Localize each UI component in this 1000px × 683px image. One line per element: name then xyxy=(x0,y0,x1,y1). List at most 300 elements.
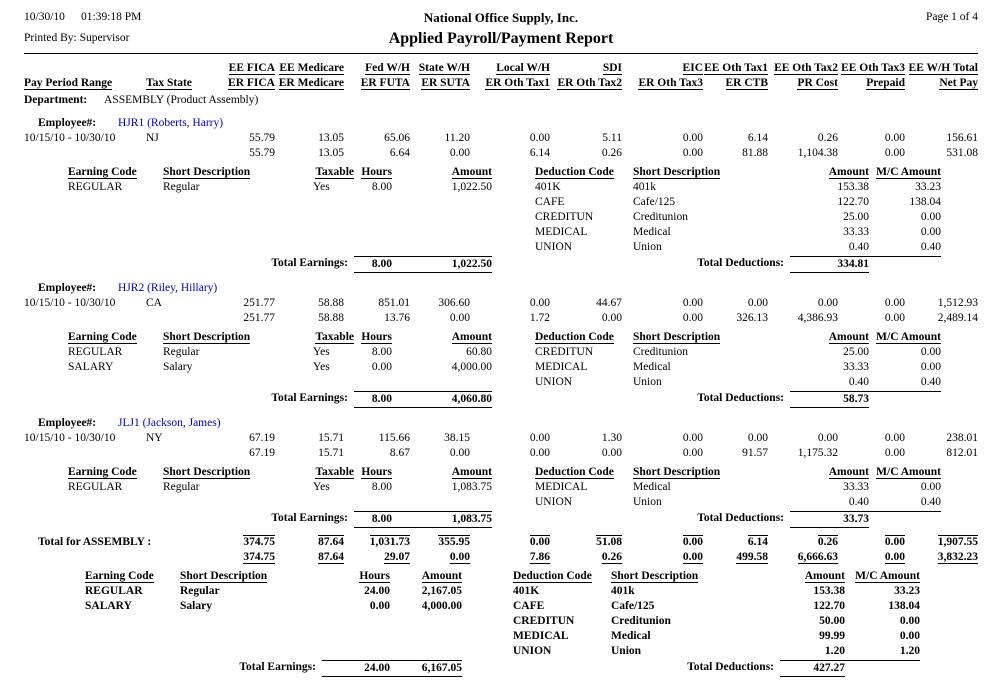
tax-value-ee-oth-tax3: 0.00 xyxy=(884,297,905,309)
employee-id-link[interactable]: HJR1 (Roberts, Harry) xyxy=(118,117,224,129)
col-header-deduction-amount-text: Amount xyxy=(828,166,869,178)
col-header-ee-oth-tax1-text: EE Oth Tax1 xyxy=(704,62,768,74)
tax-value-sdi: 44.67 xyxy=(596,297,622,309)
employee-label: Employee#: xyxy=(38,282,97,294)
spacer xyxy=(24,195,68,210)
total-earnings-hours: 8.00 xyxy=(354,256,392,273)
tax-state: CA xyxy=(146,297,162,309)
col-header-deduction-amount-text: Amount xyxy=(804,570,845,582)
department-total-row-1 xyxy=(24,535,978,550)
col-header-er-fica-text: ER FICA xyxy=(228,77,275,89)
tax-value-er-oth-tax1: 6.14 xyxy=(529,147,550,159)
tax-value-pr-cost: 1,175.32 xyxy=(797,447,838,459)
earning-description: Regular xyxy=(163,181,200,193)
tax-value-er-oth-tax3: 0.00 xyxy=(682,447,703,459)
deduction-amount: 0.40 xyxy=(848,376,869,388)
deduction-description: 401k xyxy=(633,181,656,193)
deduction-amount: 50.00 xyxy=(819,615,845,627)
tax-value-ee-oth-tax2: 0.00 xyxy=(817,297,838,309)
dept-total-er-fica-text: 374.75 xyxy=(243,551,275,563)
earning-description: Regular xyxy=(163,481,200,493)
earning-code: SALARY xyxy=(85,600,132,612)
deduction-description: Union xyxy=(633,496,662,508)
deduction-code: MEDICAL xyxy=(535,226,588,238)
tax-value-er-medicare: 58.88 xyxy=(318,312,344,324)
tax-value-ee-medicare: 15.71 xyxy=(318,432,344,444)
col-header-pr-cost-text: PR Cost xyxy=(797,77,838,89)
col-header-deduction-code xyxy=(535,330,633,345)
col-header-hours-text: Hours xyxy=(361,331,392,343)
deduction-mc-amount: 0.40 xyxy=(920,496,941,508)
tax-value-ee-oth-tax1: 6.14 xyxy=(747,132,768,144)
col-header-fed-w-h-text: Fed W/H xyxy=(365,62,410,74)
col-header-amount xyxy=(392,165,492,180)
tax-value-er-ctb: 81.88 xyxy=(742,147,768,159)
col-header-hours xyxy=(354,330,392,345)
deduction-description: Cafe/125 xyxy=(633,196,676,208)
col-header-local-w-h xyxy=(470,61,550,76)
dept-total-ee-fica-text: 374.75 xyxy=(243,536,275,548)
earn-deduct-row xyxy=(24,210,978,225)
earning-hours xyxy=(322,644,390,659)
employee-id-link[interactable]: HJR2 (Riley, Hillary) xyxy=(118,282,218,294)
earning-code xyxy=(68,225,163,240)
earning-code: REGULAR xyxy=(85,585,143,597)
deduction-mc-amount: 0.00 xyxy=(899,615,920,627)
deduction-description: Medical xyxy=(633,226,671,238)
employee-header-row xyxy=(24,281,978,296)
spacer xyxy=(24,495,68,510)
deduction-amount: 33.33 xyxy=(843,226,869,238)
total-deductions-label: Total Deductions: xyxy=(687,661,774,673)
spacer xyxy=(24,550,208,565)
total-deductions-mc-space xyxy=(869,391,941,408)
earning-description xyxy=(163,195,305,210)
earning-code xyxy=(85,629,180,644)
col-header-earning-short-description xyxy=(180,569,322,584)
col-header-er-oth-tax2-text: ER Oth Tax2 xyxy=(557,77,622,89)
deduction-mc-amount: 1.20 xyxy=(899,645,920,657)
spacer xyxy=(24,360,68,375)
spacer xyxy=(492,345,535,360)
spacer xyxy=(24,465,68,480)
tax-value-er-oth-tax2: 0.00 xyxy=(601,447,622,459)
employee-tax-row-1 xyxy=(24,296,978,311)
department-summary-row xyxy=(24,599,978,614)
dept-total-er-suta-text: 0.00 xyxy=(449,551,470,563)
deduction-mc-amount: 33.23 xyxy=(915,181,941,193)
col-header-sdi-text: SDI xyxy=(602,62,622,74)
dept-total-ee-fica xyxy=(208,535,275,550)
printed-by-line xyxy=(24,31,254,46)
deduction-mc-amount: 0.00 xyxy=(920,226,941,238)
col-header-deduction-code-text: Deduction Code xyxy=(535,331,614,343)
spacer xyxy=(24,146,146,161)
tax-value-net-pay: 2,489.14 xyxy=(937,312,978,324)
earning-amount xyxy=(392,240,492,255)
col-header-er-oth-tax1-text: ER Oth Tax1 xyxy=(485,77,550,89)
deduction-amount: 122.70 xyxy=(837,196,869,208)
tax-value-er-oth-tax1: 1.72 xyxy=(529,312,550,324)
total-deductions-mc-space xyxy=(869,511,941,528)
deduction-mc-amount: 138.04 xyxy=(888,600,920,612)
earning-code xyxy=(85,644,180,659)
earning-hours: 24.00 xyxy=(364,585,390,597)
deduction-amount: 25.00 xyxy=(843,346,869,358)
dept-total-er-futa-text: 29.07 xyxy=(384,551,410,563)
tax-value-ee-oth-tax1: 0.00 xyxy=(747,432,768,444)
deduction-mc-amount: 0.00 xyxy=(920,346,941,358)
earn-deduct-row xyxy=(24,225,978,240)
col-header-deduction-amount xyxy=(743,165,869,180)
employee-totals-row xyxy=(24,391,978,408)
col-header-earning-short-description xyxy=(163,165,305,180)
col-header-state-w-h xyxy=(410,61,470,76)
department-summary-header-row xyxy=(24,569,978,584)
earning-code: REGULAR xyxy=(68,346,123,358)
col-header-earning-short-description-text: Short Description xyxy=(163,466,251,478)
col-header-deduction-short-description-text: Short Description xyxy=(611,570,699,582)
dept-total-ee-w-h-total xyxy=(905,535,978,550)
col-header-earning-short-description-text: Short Description xyxy=(163,331,251,343)
spacer xyxy=(24,180,68,195)
col-header-deduction-short-description xyxy=(611,569,724,584)
col-header-er-medicare-text: ER Medicare xyxy=(278,77,344,89)
dept-total-eic xyxy=(622,535,703,550)
earning-description xyxy=(180,614,322,629)
deduction-mc-amount: 0.00 xyxy=(920,211,941,223)
deduction-description: Creditunion xyxy=(633,346,688,358)
spacer xyxy=(462,569,513,584)
total-deductions-label: Total Deductions: xyxy=(697,392,784,404)
col-header-deduction-short-description xyxy=(633,465,743,480)
department-summary-row xyxy=(24,629,978,644)
col-header-er-oth-tax3 xyxy=(622,76,703,91)
earning-hours xyxy=(322,614,390,629)
col-header-er-suta xyxy=(410,76,470,91)
spacer xyxy=(492,465,535,480)
spacer xyxy=(24,569,85,584)
tax-value-er-ctb: 91.57 xyxy=(742,447,768,459)
deduction-code: CREDITUN xyxy=(535,211,594,223)
spacer xyxy=(24,311,146,326)
tax-value-local-w-h: 0.00 xyxy=(529,432,550,444)
col-header-earning-code xyxy=(68,165,163,180)
col-header-ee-medicare-text: EE Medicare xyxy=(279,62,344,74)
total-earnings-label: Total Earnings: xyxy=(239,661,316,673)
col-header-mc-amount xyxy=(845,569,920,584)
page-number: Page 1 of 4 xyxy=(925,11,978,23)
employee-totals-row xyxy=(24,511,978,528)
dept-total-er-medicare-text: 87.64 xyxy=(318,551,344,563)
department-total-row-2 xyxy=(24,550,978,565)
earning-hours xyxy=(354,210,392,225)
printed-by-label: Printed By: xyxy=(24,32,77,44)
dept-total-er-medicare xyxy=(275,550,344,565)
tax-value-state-w-h: 38.15 xyxy=(444,432,470,444)
spacer xyxy=(462,629,513,644)
col-header-eic xyxy=(622,61,703,76)
total-deductions-mc-space xyxy=(869,256,941,273)
earning-hours: 8.00 xyxy=(371,181,392,193)
employee-header-row xyxy=(24,116,978,131)
col-header-mc-amount-text: M/C Amount xyxy=(855,570,920,582)
total-deductions-label: Total Deductions: xyxy=(697,512,784,524)
date-time-line xyxy=(24,10,254,25)
earn-deduct-row xyxy=(24,195,978,210)
earning-taxable xyxy=(305,375,354,390)
spacer xyxy=(492,165,535,180)
tax-header-row-2 xyxy=(24,76,978,91)
col-header-er-futa xyxy=(344,76,410,91)
deduction-mc-amount: 0.40 xyxy=(920,376,941,388)
dept-total-ee-oth-tax1 xyxy=(703,535,768,550)
deduction-mc-amount: 0.00 xyxy=(920,481,941,493)
earning-hours xyxy=(354,225,392,240)
employee-tax-row-2 xyxy=(24,311,978,326)
col-header-earning-code xyxy=(68,330,163,345)
earning-amount xyxy=(390,629,462,644)
col-header-mc-amount xyxy=(869,165,941,180)
total-earnings-hours: 8.00 xyxy=(354,511,392,528)
tax-value-eic: 0.00 xyxy=(682,432,703,444)
col-header-amount xyxy=(390,569,462,584)
col-header-deduction-short-description xyxy=(633,165,743,180)
tax-state: NJ xyxy=(146,132,159,144)
earning-description xyxy=(163,495,305,510)
tax-value-er-medicare: 15.71 xyxy=(318,447,344,459)
tax-value-er-oth-tax3: 0.00 xyxy=(682,147,703,159)
col-header-deduction-short-description xyxy=(633,330,743,345)
header-divider xyxy=(24,53,978,54)
col-header-mc-amount xyxy=(869,465,941,480)
tax-header-row-1 xyxy=(24,61,978,76)
earning-description xyxy=(163,375,305,390)
col-header-er-ctb-text: ER CTB xyxy=(725,77,768,89)
spacer xyxy=(24,240,68,255)
department-total-block xyxy=(24,535,978,677)
tax-value-fed-w-h: 65.06 xyxy=(384,132,410,144)
dept-total-er-oth-tax3 xyxy=(622,550,703,565)
earning-taxable: Yes xyxy=(313,181,330,193)
col-header-er-medicare xyxy=(275,76,344,91)
col-header-amount-text: Amount xyxy=(421,570,462,582)
dept-total-ee-medicare xyxy=(275,535,344,550)
spacer xyxy=(492,360,535,375)
earning-code xyxy=(68,195,163,210)
total-earnings-amount: 1,083.75 xyxy=(392,511,492,528)
tax-value-sdi: 1.30 xyxy=(601,432,622,444)
earning-code xyxy=(68,210,163,225)
tax-value-er-suta: 0.00 xyxy=(449,312,470,324)
department-total-label: Total for ASSEMBLY : xyxy=(38,536,152,548)
company-name: National Office Supply, Inc. xyxy=(423,10,579,25)
tax-value-ee-oth-tax1: 0.00 xyxy=(747,297,768,309)
tax-value-er-futa: 8.67 xyxy=(389,447,410,459)
tax-value-net-pay: 812.01 xyxy=(946,447,978,459)
tax-value-ee-medicare: 58.88 xyxy=(318,297,344,309)
header-spacer xyxy=(24,61,146,76)
deduction-code: CREDITUN xyxy=(513,615,575,627)
spacer xyxy=(146,446,208,461)
earn-deduct-header-row xyxy=(24,165,978,180)
earning-taxable xyxy=(305,240,354,255)
dept-total-net-pay xyxy=(905,550,978,565)
deduction-amount: 153.38 xyxy=(837,181,869,193)
dept-total-ee-oth-tax3-text: 0.00 xyxy=(884,536,905,548)
deduction-description: Union xyxy=(611,645,642,657)
dept-total-local-w-h xyxy=(470,535,550,550)
spacer xyxy=(24,330,68,345)
tax-value-ee-fica: 55.79 xyxy=(249,132,275,144)
earning-taxable xyxy=(305,195,354,210)
earning-taxable xyxy=(305,225,354,240)
employee-id-link[interactable]: JLJ1 (Jackson, James) xyxy=(118,417,221,429)
earning-amount: 4,000.00 xyxy=(451,361,492,373)
tax-value-fed-w-h: 851.01 xyxy=(378,297,410,309)
tax-value-ee-fica: 67.19 xyxy=(249,432,275,444)
col-header-pay-period-range-text: Pay Period Range xyxy=(24,77,113,89)
tax-value-pr-cost: 1,104.38 xyxy=(797,147,838,159)
dept-total-prepaid-text: 0.00 xyxy=(884,551,905,563)
earning-hours xyxy=(354,375,392,390)
spacer xyxy=(146,311,208,326)
spacer xyxy=(24,345,68,360)
tax-value-eic: 0.00 xyxy=(682,132,703,144)
deduction-mc-amount: 0.40 xyxy=(920,241,941,253)
earning-description xyxy=(163,225,305,240)
deduction-code: 401K xyxy=(535,181,561,193)
department-name: ASSEMBLY (Product Assembly) xyxy=(104,94,259,106)
earning-description xyxy=(180,644,322,659)
col-header-ee-medicare xyxy=(275,61,344,76)
col-header-hours xyxy=(322,569,390,584)
col-header-ee-oth-tax3-text: EE Oth Tax3 xyxy=(841,62,905,74)
tax-state: NY xyxy=(146,432,163,444)
spacer xyxy=(492,195,535,210)
earning-description: Regular xyxy=(163,346,200,358)
col-header-deduction-code xyxy=(535,465,633,480)
col-header-amount-text: Amount xyxy=(451,466,492,478)
earning-amount xyxy=(392,495,492,510)
col-header-eic-text: EIC xyxy=(682,62,703,74)
tax-value-sdi: 5.11 xyxy=(602,132,622,144)
deduction-code: UNION xyxy=(513,645,552,657)
col-header-ee-oth-tax2-text: EE Oth Tax2 xyxy=(774,62,838,74)
tax-value-er-oth-tax3: 0.00 xyxy=(682,312,703,324)
spacer xyxy=(24,480,68,495)
tax-value-state-w-h: 11.20 xyxy=(444,132,470,144)
employee-tax-row-1 xyxy=(24,431,978,446)
pay-period-range: 10/15/10 - 10/30/10 xyxy=(24,132,116,144)
col-header-mc-amount-text: M/C Amount xyxy=(876,166,941,178)
tax-value-net-pay: 531.08 xyxy=(946,147,978,159)
col-header-er-oth-tax1 xyxy=(470,76,550,91)
col-header-tax-state xyxy=(146,76,208,91)
col-header-er-suta-text: ER SUTA xyxy=(421,77,470,89)
employee-tax-row-1 xyxy=(24,131,978,146)
dept-total-fed-w-h-text: 1,031.73 xyxy=(369,536,410,548)
col-header-er-oth-tax2 xyxy=(550,76,622,91)
col-header-deduction-amount-text: Amount xyxy=(828,466,869,478)
tax-value-fed-w-h: 115.66 xyxy=(378,432,410,444)
earning-hours: 0.00 xyxy=(371,361,392,373)
col-header-earning-code xyxy=(68,465,163,480)
col-header-mc-amount xyxy=(869,330,941,345)
earning-taxable: Yes xyxy=(313,361,330,373)
dept-total-er-futa xyxy=(344,550,410,565)
total-earnings-label: Total Earnings: xyxy=(271,257,348,269)
dept-total-er-suta xyxy=(410,550,470,565)
spacer xyxy=(24,629,85,644)
deduction-code: MEDICAL xyxy=(513,630,569,642)
earning-taxable: Yes xyxy=(313,481,330,493)
deduction-mc-amount: 138.04 xyxy=(909,196,941,208)
spacer xyxy=(492,330,535,345)
spacer xyxy=(462,599,513,614)
col-header-net-pay xyxy=(905,76,978,91)
deduction-code: UNION xyxy=(535,376,573,388)
col-header-earning-short-description-text: Short Description xyxy=(180,570,268,582)
dept-total-sdi-text: 51.08 xyxy=(596,536,622,548)
earn-deduct-row xyxy=(24,480,978,495)
department-summary-row xyxy=(24,584,978,599)
employee-label: Employee#: xyxy=(38,117,97,129)
col-header-hours-text: Hours xyxy=(361,466,392,478)
earning-hours xyxy=(354,495,392,510)
earning-taxable xyxy=(305,495,354,510)
earning-description: Salary xyxy=(180,600,212,612)
col-header-earning-short-description xyxy=(163,330,305,345)
spacer xyxy=(492,210,535,225)
col-header-er-oth-tax3-text: ER Oth Tax3 xyxy=(638,77,703,89)
earn-deduct-row xyxy=(24,240,978,255)
deduction-amount: 0.40 xyxy=(848,496,869,508)
tax-value-ee-oth-tax2: 0.00 xyxy=(817,432,838,444)
dept-total-er-oth-tax3-text: 0.00 xyxy=(682,551,703,563)
tax-value-ee-medicare: 13.05 xyxy=(318,132,344,144)
col-header-taxable xyxy=(305,330,354,345)
spacer xyxy=(146,146,208,161)
spacer xyxy=(492,480,535,495)
total-earnings-amount: 1,022.50 xyxy=(392,256,492,273)
deduction-code: MEDICAL xyxy=(535,481,588,493)
report-title: Applied Payroll/Payment Report xyxy=(388,30,614,47)
dept-total-ee-oth-tax2 xyxy=(768,535,838,550)
employee-block-1 xyxy=(24,116,978,273)
deduction-mc-amount: 33.23 xyxy=(894,585,920,597)
total-deductions-amount: 334.81 xyxy=(790,256,869,273)
pay-period-range: 10/15/10 - 10/30/10 xyxy=(24,432,116,444)
tax-value-pr-cost: 4,386.93 xyxy=(797,312,838,324)
col-header-earning-short-description xyxy=(163,465,305,480)
deduction-amount: 153.38 xyxy=(813,585,845,597)
col-header-taxable-text: Taxable xyxy=(315,166,354,178)
deduction-code: UNION xyxy=(535,496,573,508)
tax-value-er-fica: 67.19 xyxy=(249,447,275,459)
col-header-er-fica xyxy=(208,76,275,91)
tax-value-ee-w-h-total: 238.01 xyxy=(946,432,978,444)
earning-taxable: Yes xyxy=(313,346,330,358)
deduction-amount: 0.40 xyxy=(848,241,869,253)
deduction-description: Union xyxy=(633,376,662,388)
employee-tax-row-2 xyxy=(24,446,978,461)
tax-value-er-fica: 55.79 xyxy=(249,147,275,159)
dept-total-ee-oth-tax1-text: 6.14 xyxy=(747,536,768,548)
col-header-er-ctb xyxy=(703,76,768,91)
earning-taxable xyxy=(305,210,354,225)
col-header-deduction-amount xyxy=(743,465,869,480)
